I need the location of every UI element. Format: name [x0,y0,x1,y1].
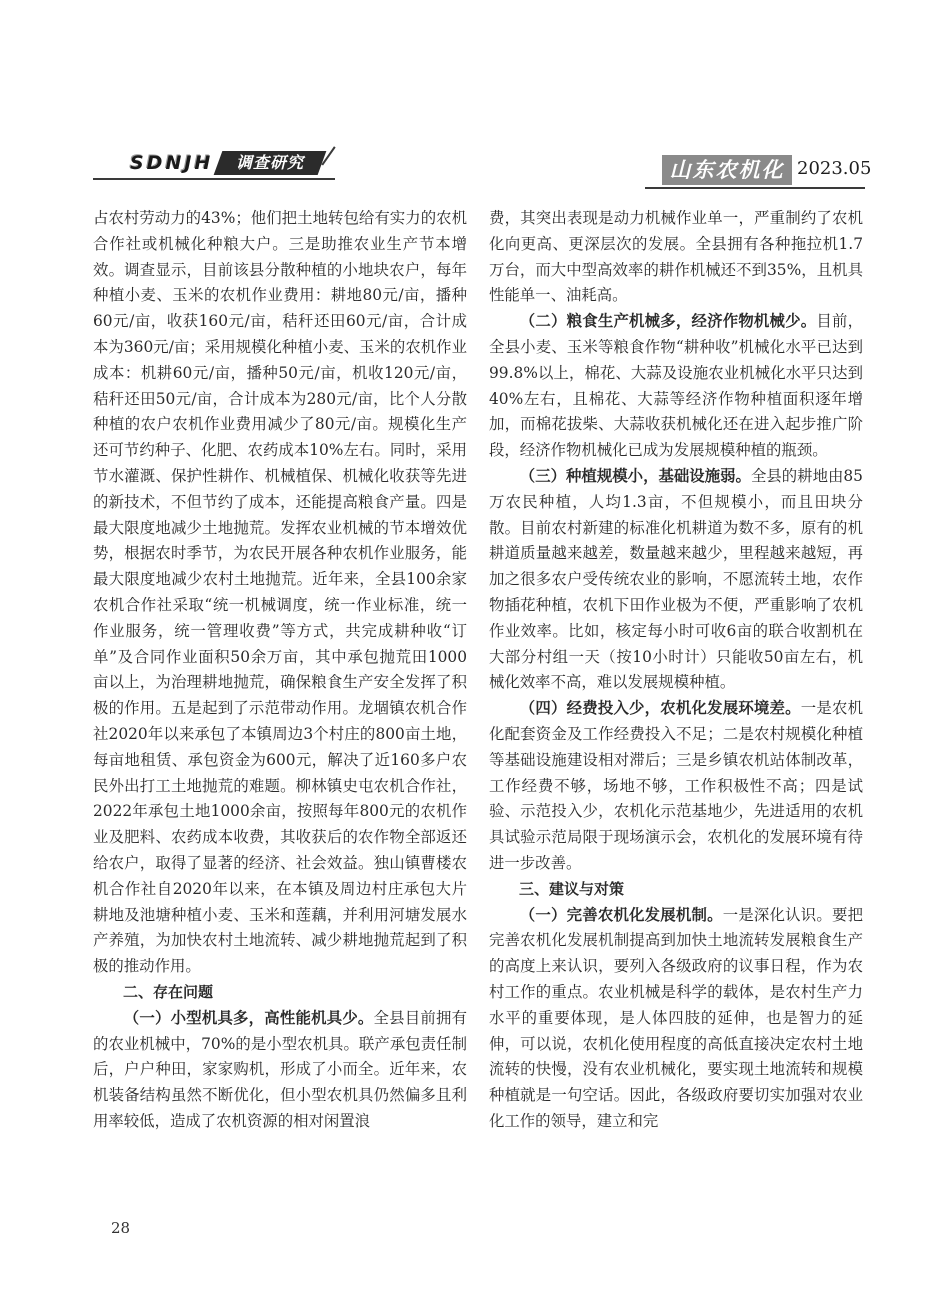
paragraph: 占农村劳动力的43%；他们把土地转包给有实力的农机合作社或机械化种粮大户。三是助推农业生产节本增效。调查显示，目前该县分散种植的小地块农户，每年种植小麦、玉米的农机作业费用：耕地80元/亩，播种60元/亩，收获160元/亩，秸秆还田60元/亩，合计成本为360元/亩；采用规模化种植小麦、玉米的农机作业成本：机耕60元/亩，播种50元/亩，机收120元/亩，秸秆还田50元/亩，合计成本为280元/亩，比个人分散种植的农户农机作业费用减少了80元/亩。规模化生产还可节约种子、化肥、农药成本10%左右。同时，采用节水灌溉、保护性耕作、机械植保、机械化收获等先进的新技术，不但节约了成本，还能提高粮食产量。四是最大限度地减少土地抛荒。发挥农业机械的节本增效优势，根据农时季节，为农民开展各种农机作业服务，能最大限度地减少农村土地抛荒。近年来，全县100余家农机合作社采取“统一机械调度，统一作业标准，统一作业服务，统一管理收费”等方式，共完成耕种收“订单”及合同作业面积50余万亩，其中承包抛荒田1000亩以上，为治理耕地抛荒，确保粮食生产安全发挥了积极的作用。五是起到了示范带动作用。龙堌镇农机合作社2020年以来承包了本镇周边3个村庄的800亩土地，每亩地租赁、承包资金为600元，解决了近160多户农民外出打工土地抛荒的难题。柳林镇史屯农机合作社，2022年承包土地1000余亩，按照每年800元的农机作业及肥料、农药成本收费，其收获后的农作物全部返还给农户，取得了显著的经济、社会效益。独山镇曹楼农机合作社自2020年以来，在本镇及周边村庄承包大片耕地及池塘种植小麦、玉米和莲藕，并利用河塘发展水产养殖，为加快农村土地流转、减少耕地抛荒起到了积极的推动作用。 [93,209,467,976]
left-column [93,206,467,1135]
page-number: 28 [111,1219,131,1237]
magazine-logo [662,155,792,185]
subsection-title: （三）种植规模小，基础设施弱。 [519,466,751,485]
paragraph [489,464,863,696]
magazine-name: 山东农机化 [669,157,785,182]
paragraph [489,309,863,464]
section-label: 调查研究 [235,153,304,172]
right-column [489,206,863,1135]
header-rule-right [645,187,865,189]
subsection-title: （四）经费投入少，农机化发展环境差。 [519,699,801,718]
paragraph [93,1006,467,1135]
header-rule-left [93,178,335,180]
paragraph [489,696,863,877]
section-heading: 二、存在问题 [123,982,214,1001]
subsection-title: （二）粮食生产机械多，经济作物机械少。 [519,312,817,331]
subsection-body: 全县目前拥有的农业机械中，70%的是小型农机具。联产承包责任制后，户户种田，家家购机，形成了小而全。近年来，农机装备结构虽然不断优化，但小型农机具仍然偏多且利用率较低，造成了农机资源的相对闲置浪 [93,1008,467,1130]
page-header [0,0,950,200]
subsection-body: 一是深化认识。要把完善农机化发展机制提高到加快土地流转发展粮食生产的高度上来认识，要列入各级政府的议事日程，作为农村工作的重点。农业机械是科学的载体，是农村生产力水平的重要体现，是人体四肢的延伸，也是智力的延伸，可以说，农机化使用程度的高低直接决定农村土地流转的快慢，没有农业机械化，要实现土地流转和规模种植就是一句空话。因此，各级政府要切实加强对农业化工作的领导，建立和完 [489,905,863,1130]
subsection-body: 一是农机化配套资金及工作经费投入不足；二是农村规模化种植等基础设施建设相对滞后；三是乡镇农机站体制改革，工作经费不够，场地不够，工作积极性不高；四是试验、示范投入少，农机化示范基地少，先进适用的农机具试验示范局限于现场演示会，农机化的发展环境有待进一步改善。 [489,699,863,872]
issue-number: 2023.05 [797,158,872,179]
paragraph [489,903,863,1135]
subsection-title: （一）小型机具多，高性能机具少。 [123,1008,374,1027]
paragraph: 费，其突出表现是动力机械作业单一，严重制约了农机化向更高、更深层次的发展。全县拥有各种拖拉机1.7万台，而大中型高效率的耕作机械还不到35%，且机具性能单一、油耗高。 [489,209,863,305]
section-tag [214,151,327,175]
subsection-body: 全县的耕地由85万农民种植，人均1.3亩，不但规模小，而且田块分散。目前农村新建的标准化机耕道为数不多，原有的机耕道质量越来越差，数量越来越少，里程越来越短，再加之很多农户受传统农业的影响，不愿流转土地，农作物插花种植，农机下田作业极为不便，严重影响了农机作业效率。比如，核定每小时可收6亩的联合收割机在大部分村组一天（按10小时计）只能收50亩左右，机械化效率不高，难以发展规模种植。 [489,466,863,692]
section-heading: 三、建议与对策 [519,879,625,898]
subsection-title: （一）完善农机化发展机制。 [519,905,723,924]
journal-code: SDNJH [130,152,214,174]
subsection-body: 目前，全县小麦、玉米等粮食作物“耕种收”机械化水平已达到99.8%以上，棉花、大蒜及设施农业机械化水平只达到40%左右，且棉花、大蒜等经济作物种植面积逐年增加，而棉花拔柴、大蒜收获机械化还在进入起步推广阶段，经济作物机械化已成为发展规模种植的瓶颈。 [489,312,863,460]
